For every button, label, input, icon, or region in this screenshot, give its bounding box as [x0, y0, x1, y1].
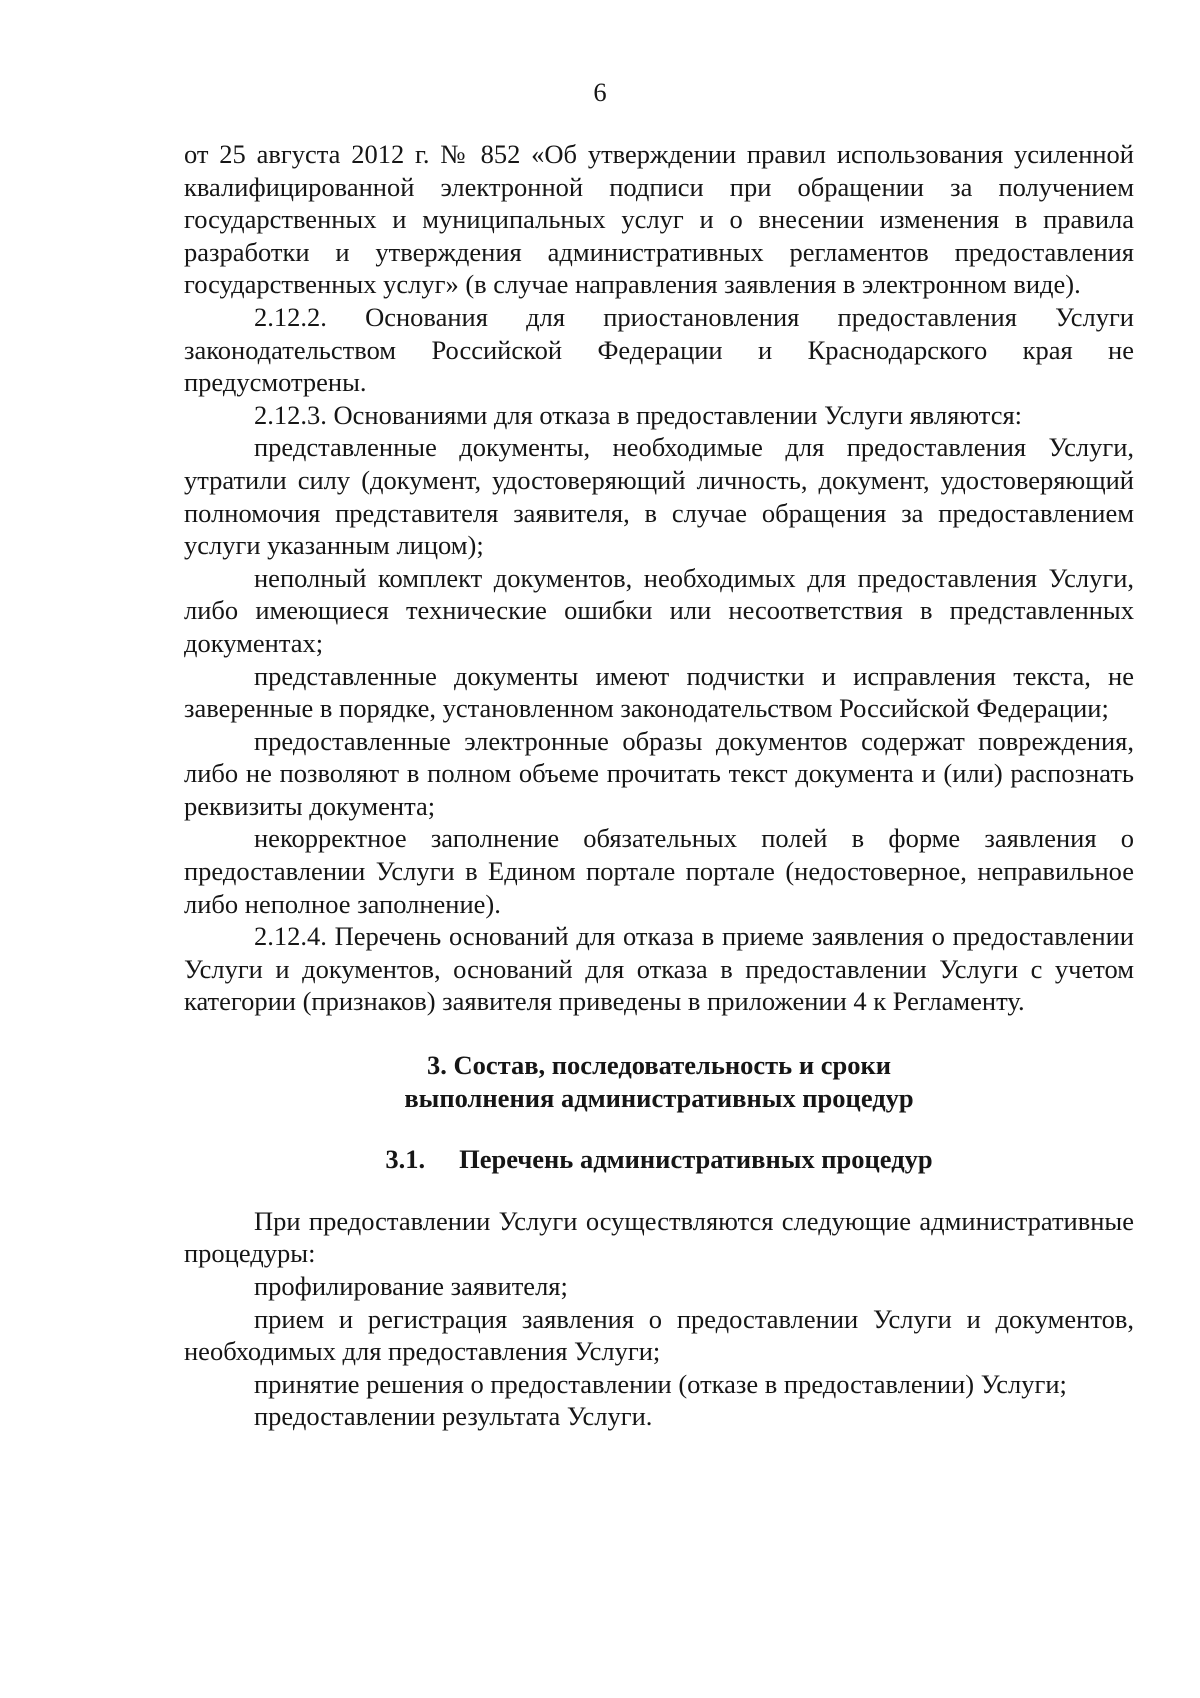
refusal-ground-5: некорректное заполнение обязательных полей в форме заявления о предоставлении Услуги в Едином портале портале (недостоверное, неправильное либо неполное заполнение). [184, 823, 1134, 919]
refusal-ground-2: неполный комплект документов, необходимых для предоставления Услуги, либо имеющиеся технические ошибки или несоответствия в представленных документах; [184, 562, 1134, 658]
subsection-heading [184, 1143, 1134, 1176]
procedure-item-4: предоставлении результата Услуги. [254, 1401, 653, 1432]
procedure-item-3: принятие решения о предоставлении (отказе в предоставлении) Услуги; [254, 1368, 1067, 1399]
paragraph-decree-reference: от 25 августа 2012 г. № 852 «Об утверждении правил использования усиленной квалифицированной электронной подписи при обращении за получением государственных и муниципальных услуг и о внесении изменения в правила разработки и утверждения административных регламентов предоставления государственных услуг» (в случае направления заявления в электронном виде). [184, 139, 1134, 300]
page-number: 6 [593, 77, 607, 107]
document-body [184, 138, 1134, 1433]
paragraph-2-12-2: 2.12.2. Основания для приостановления предоставления Услуги законодательством Российской Федерации и Краснодарского края не предусмотрены. [184, 301, 1134, 398]
paragraph-2-12-4: 2.12.4. Перечень оснований для отказа в приеме заявления о предоставлении Услуги и документов, оснований для отказа в предоставлении Услуги с учетом категории (признаков) заявителя приведены в приложении 4 к Регламенту. [184, 921, 1134, 1017]
procedures-intro: При предоставлении Услуги осуществляются следующие административные процедуры: [184, 1205, 1134, 1269]
procedure-item-2: прием и регистрация заявления о предоставлении Услуги и документов, необходимых для предоставления Услуги; [184, 1303, 1134, 1367]
section-heading-line-2: выполнения административных процедур [404, 1082, 914, 1113]
subsection-title: Перечень административных процедур [459, 1144, 933, 1175]
section-heading-line-1: 3. Состав, последовательность и сроки [426, 1050, 891, 1081]
refusal-ground-4: предоставленные электронные образы документов содержат повреждения, либо не позволяют в полном объеме прочитать текст документа и (или) распознать реквизиты документа; [184, 725, 1134, 821]
refusal-ground-3: представленные документы имеют подчистки и исправления текста, не заверенные в порядке, установленном законодательством Российской Федерации; [184, 660, 1134, 724]
section-heading [184, 1049, 1134, 1114]
subsection-number: 3.1. [385, 1144, 426, 1175]
procedure-item-1: профилирование заявителя; [254, 1271, 568, 1301]
refusal-ground-1: представленные документы, необходимые для предоставления Услуги, утратили силу (документ, удостоверяющий личность, документ, удостоверяющий полномочия представителя заявителя, в случае обращения за предоставлением услуги указанным лицом); [184, 432, 1134, 561]
paragraph-2-12-3: 2.12.3. Основаниями для отказа в предоставлении Услуги являются: [254, 399, 1023, 430]
